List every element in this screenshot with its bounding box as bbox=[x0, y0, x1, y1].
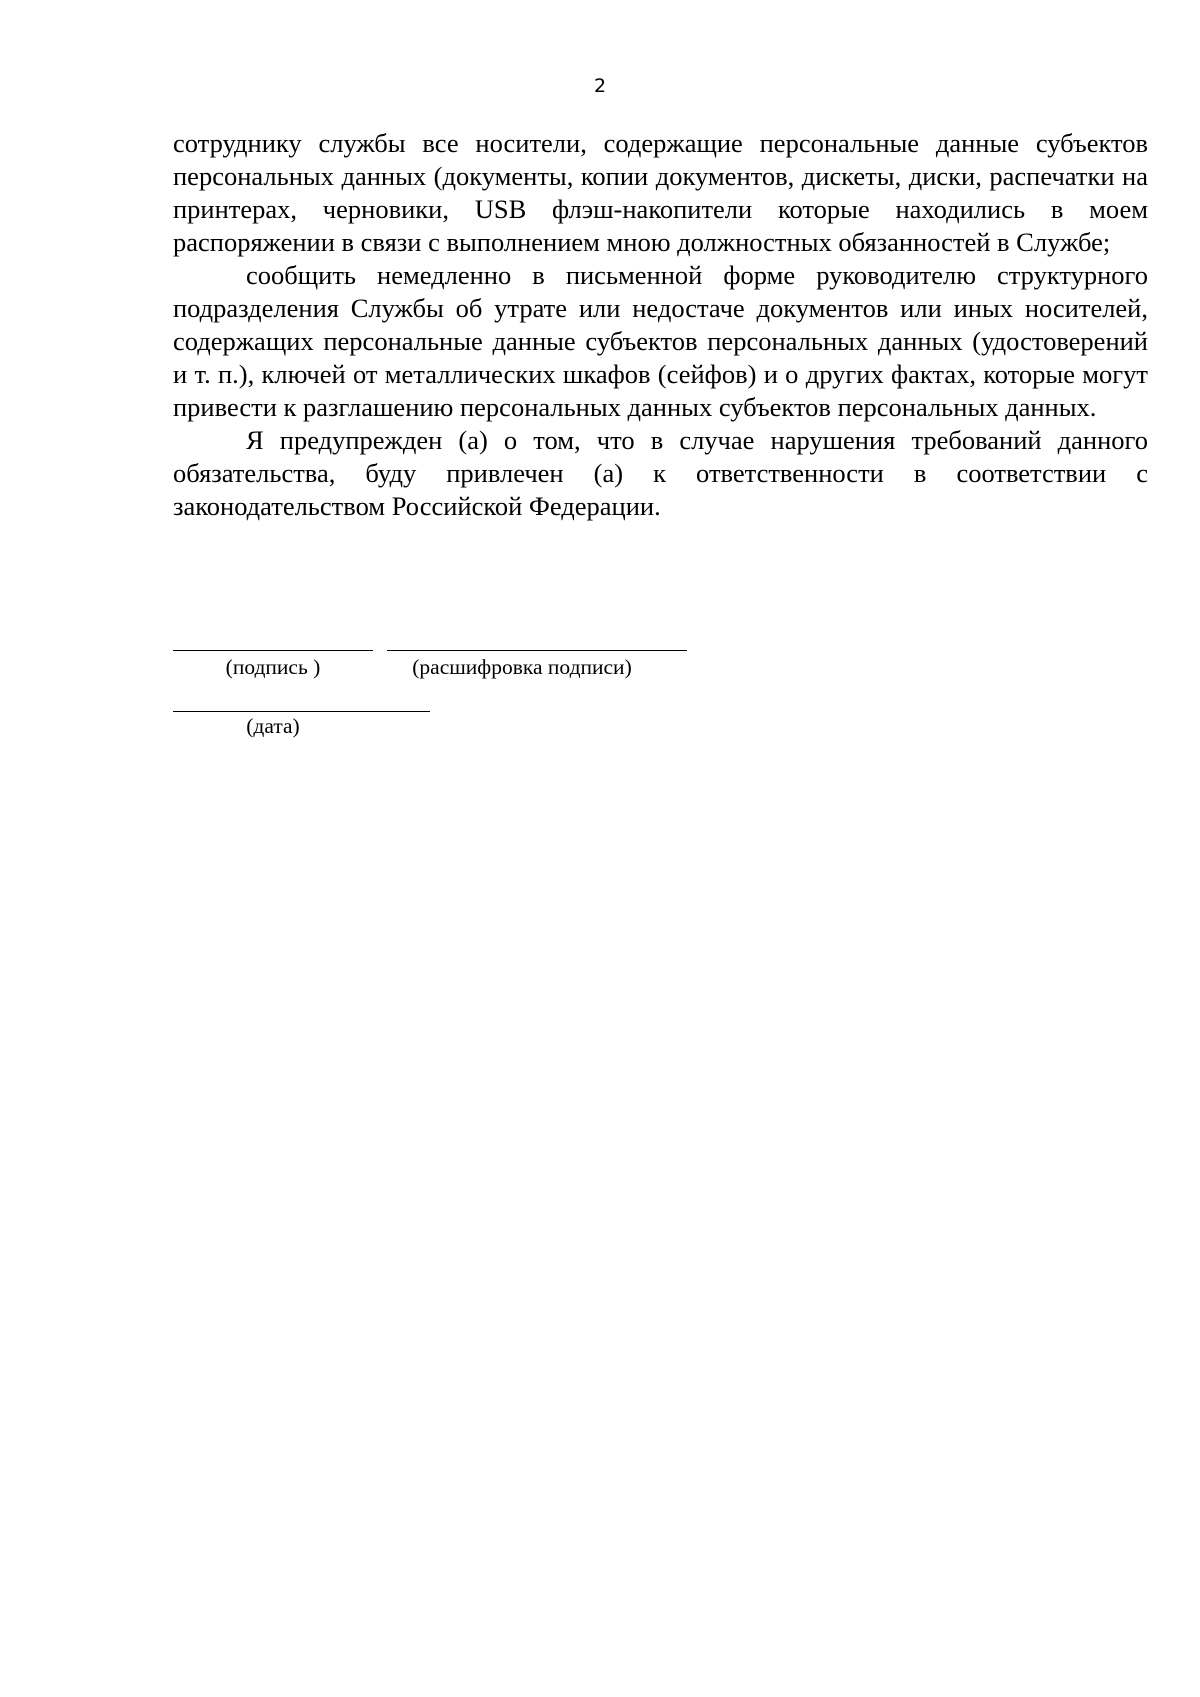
document-body bbox=[173, 127, 1148, 523]
date-line bbox=[173, 711, 430, 712]
paragraph-report-loss: сообщить немедленно в письменной форме руководителю структурного подразделения Службы об утрате или недостаче документов или иных носителей, содержащих персональные данные субъектов персональных данных (удостоверений и т. п.), ключей от металлических шкафов (сейфов) и о других фактах, которые могут привести к разглашению персональных данных субъектов персональных данных. bbox=[173, 260, 1148, 422]
signature-line bbox=[173, 650, 373, 651]
signature-label: (подпись ) bbox=[225, 655, 321, 679]
signature-decoding-label: (расшифровка подписи) bbox=[412, 655, 632, 679]
paragraph-media-return: сотруднику службы все носители, содержащие персональные данные субъектов персональных данных (документы, копии документов, дискеты, диски, распечатки на принтерах, черновики, USB флэш-накопители которые находились в моем распоряжении в связи с выполнением мною должностных обязанностей в Службе; bbox=[173, 128, 1148, 257]
date-label: (дата) bbox=[246, 714, 300, 738]
paragraph-liability-warning: Я предупрежден (а) о том, что в случае нарушения требований данного обязательства, буду привлечен (а) к ответственности в соответствии с законодательством Российской Федерации. bbox=[173, 425, 1148, 521]
page-number: 2 bbox=[593, 75, 607, 97]
signature-decoding-line bbox=[387, 650, 687, 651]
